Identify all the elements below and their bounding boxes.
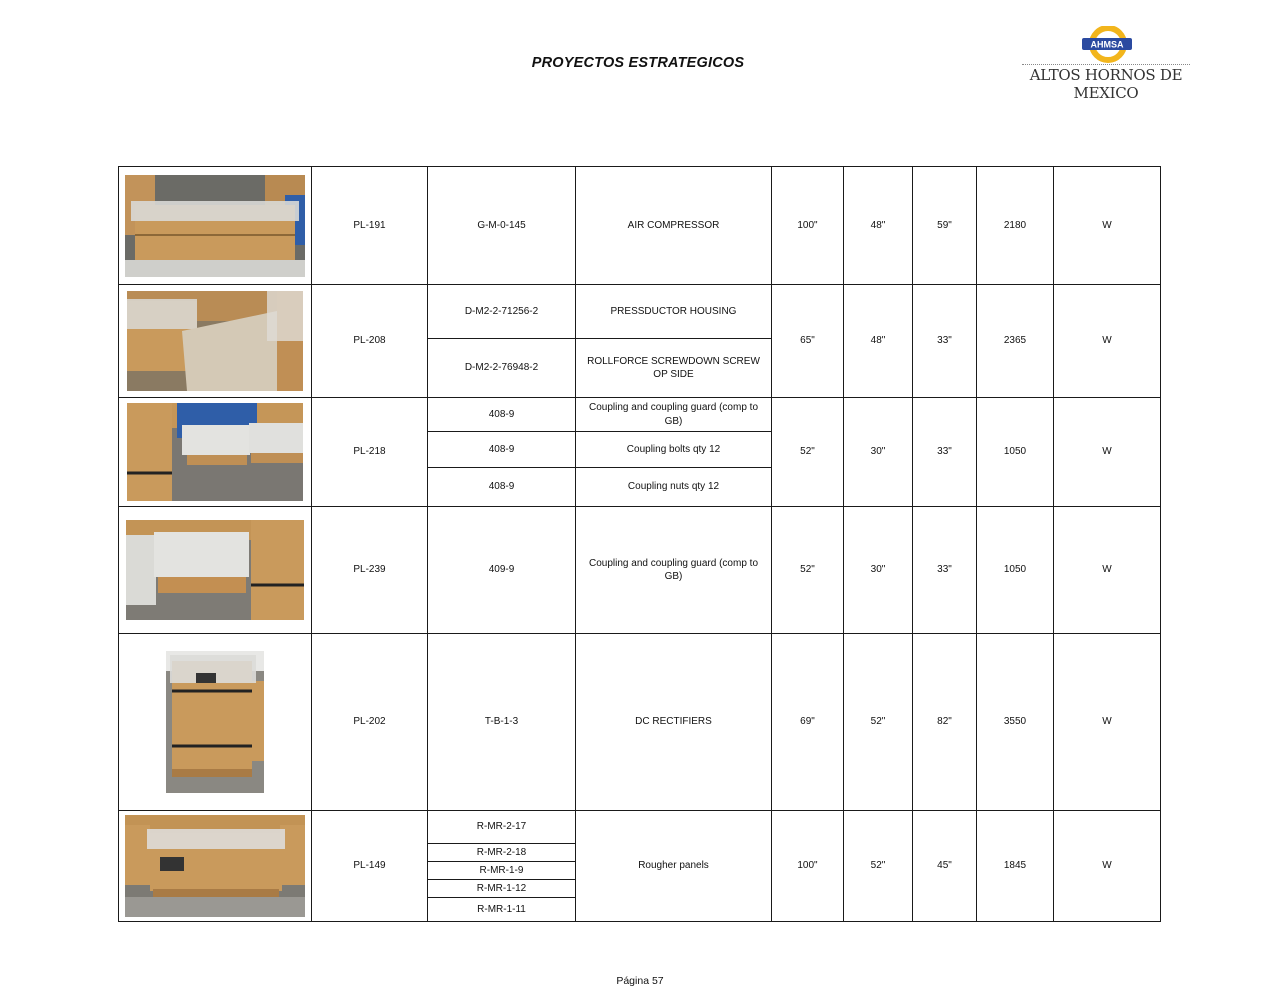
- pl-number: PL-202: [312, 634, 428, 811]
- part-description: ROLLFORCE SCREWDOWN SCREW OP SIDE: [576, 339, 772, 398]
- width-cell: 52": [844, 634, 913, 811]
- length-cell: 52": [772, 507, 844, 634]
- photo-cell: [119, 811, 312, 922]
- page-number: Página 57: [616, 975, 664, 987]
- type-cell: W: [1054, 507, 1161, 634]
- type-cell: W: [1054, 634, 1161, 811]
- part-description: AIR COMPRESSOR: [576, 167, 772, 285]
- length-cell: 52": [772, 398, 844, 507]
- height-cell: 59": [913, 167, 977, 285]
- logo-company-name: ALTOS HORNOS DE MEXICO: [1029, 66, 1183, 102]
- ahmsa-logo-icon: [1020, 26, 1192, 66]
- crate-photo-icon: [127, 291, 303, 391]
- logo-divider: [1022, 64, 1190, 65]
- part-code: 408-9: [428, 468, 576, 507]
- part-code: T-B-1-3: [428, 634, 576, 811]
- type-cell: W: [1054, 811, 1161, 922]
- weight-cell: 1050: [977, 507, 1054, 634]
- height-cell: 33": [913, 398, 977, 507]
- length-cell: 69": [772, 634, 844, 811]
- photo-cell: [119, 398, 312, 507]
- part-code: R-MR-1-11: [428, 898, 576, 922]
- logo-badge-text: AHMSA: [1090, 39, 1124, 50]
- part-description: Coupling nuts qty 12: [576, 468, 772, 507]
- photo-cell: [119, 167, 312, 285]
- pl-number: PL-191: [312, 167, 428, 285]
- table-row: [119, 811, 1161, 844]
- part-code: 408-9: [428, 398, 576, 432]
- part-code: 408-9: [428, 432, 576, 468]
- crate-photo-icon: [125, 175, 305, 277]
- width-cell: 48": [844, 167, 913, 285]
- type-cell: W: [1054, 285, 1161, 398]
- crate-photo-icon: [126, 520, 304, 620]
- pl-number: PL-208: [312, 285, 428, 398]
- pl-number: PL-218: [312, 398, 428, 507]
- part-description: DC RECTIFIERS: [576, 634, 772, 811]
- part-description: Rougher panels: [576, 811, 772, 922]
- width-cell: 52": [844, 811, 913, 922]
- company-logo: [1020, 26, 1192, 102]
- crate-photo-icon: [127, 403, 303, 501]
- page-title: PROYECTOS ESTRATEGICOS: [531, 55, 745, 71]
- table-row: [119, 398, 1161, 432]
- part-code: R-MR-2-18: [428, 844, 576, 862]
- type-cell: W: [1054, 167, 1161, 285]
- length-cell: 100": [772, 167, 844, 285]
- table-row: [119, 634, 1161, 811]
- weight-cell: 3550: [977, 634, 1054, 811]
- height-cell: 33": [913, 507, 977, 634]
- table-row: [119, 167, 1161, 285]
- pl-number: PL-239: [312, 507, 428, 634]
- photo-cell: [119, 507, 312, 634]
- table-row: [119, 507, 1161, 634]
- part-code: D-M2-2-71256-2: [428, 285, 576, 339]
- packing-list-table: [118, 166, 1161, 922]
- weight-cell: 2180: [977, 167, 1054, 285]
- part-code: R-MR-1-9: [428, 862, 576, 880]
- width-cell: 30": [844, 398, 913, 507]
- photo-cell: [119, 634, 312, 811]
- height-cell: 45": [913, 811, 977, 922]
- length-cell: 100": [772, 811, 844, 922]
- pl-number: PL-149: [312, 811, 428, 922]
- weight-cell: 2365: [977, 285, 1054, 398]
- type-cell: W: [1054, 398, 1161, 507]
- part-description: Coupling and coupling guard (comp to GB): [576, 398, 772, 432]
- table-row: [119, 285, 1161, 339]
- part-description: Coupling and coupling guard (comp to GB): [576, 507, 772, 634]
- part-description: PRESSDUCTOR HOUSING: [576, 285, 772, 339]
- part-code: 409-9: [428, 507, 576, 634]
- width-cell: 30": [844, 507, 913, 634]
- height-cell: 33": [913, 285, 977, 398]
- part-code: R-MR-1-12: [428, 880, 576, 898]
- part-code: G-M-0-145: [428, 167, 576, 285]
- weight-cell: 1845: [977, 811, 1054, 922]
- crate-photo-icon: [125, 815, 305, 917]
- weight-cell: 1050: [977, 398, 1054, 507]
- width-cell: 48": [844, 285, 913, 398]
- crate-photo-icon: [166, 651, 264, 793]
- part-code: D-M2-2-76948-2: [428, 339, 576, 398]
- height-cell: 82": [913, 634, 977, 811]
- photo-cell: [119, 285, 312, 398]
- part-description: Coupling bolts qty 12: [576, 432, 772, 468]
- length-cell: 65": [772, 285, 844, 398]
- part-code: R-MR-2-17: [428, 811, 576, 844]
